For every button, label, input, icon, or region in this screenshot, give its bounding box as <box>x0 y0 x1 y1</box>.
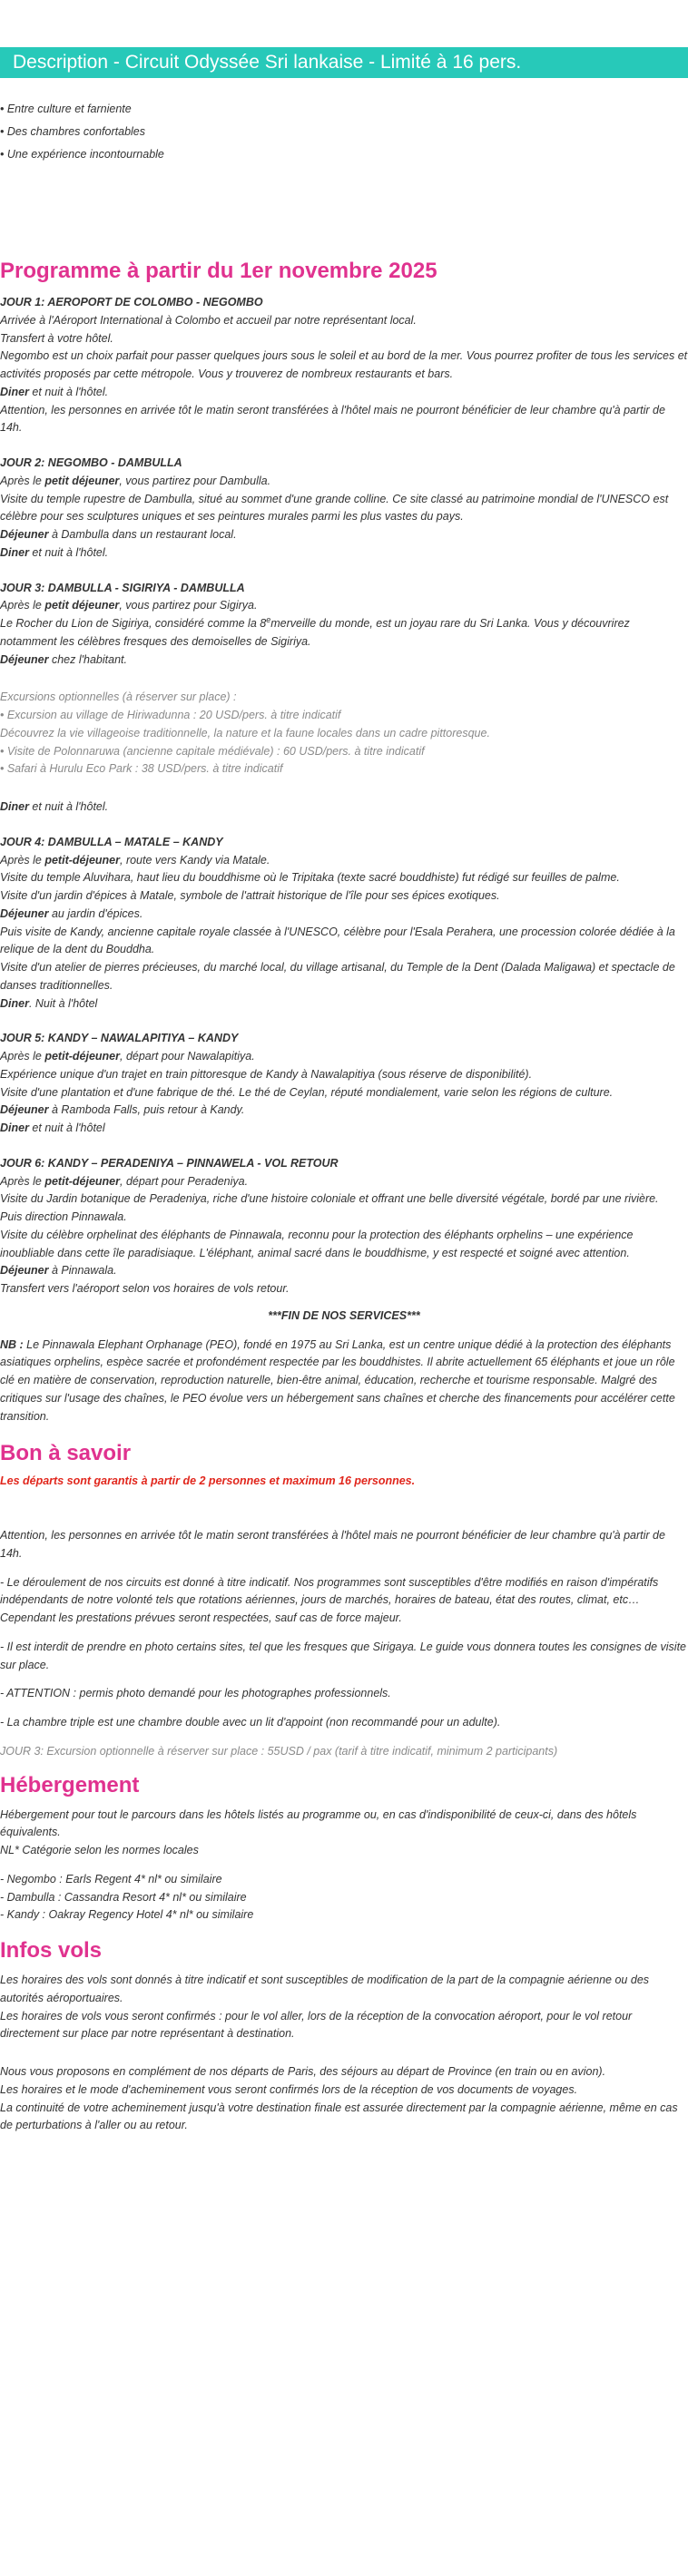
day-text <box>0 473 688 491</box>
meal-label: Diner <box>0 385 29 398</box>
meal-label: petit déjeuner <box>44 474 120 487</box>
bon-a-savoir-title: Bon à savoir <box>0 1441 132 1466</box>
spacer <box>0 2043 688 2063</box>
day-text <box>0 1120 688 1138</box>
day-text <box>0 1048 688 1066</box>
option-item: • Safari à Hurulu Eco Park : 38 USD/pers. à titre indicatif <box>0 762 283 776</box>
text-span: Après le <box>0 599 45 612</box>
info-text: Attention, les personnes en arrivée tôt le matin seront transférées à l'hôtel mais ne pourront bénéficier de leur chambre qu'à partir de 14h. <box>0 1529 665 1560</box>
day-text <box>0 526 688 544</box>
highlight-item: • Entre culture et farniente <box>0 103 132 115</box>
highlights-list <box>0 98 672 166</box>
day-3-section <box>0 580 688 817</box>
spacer <box>0 1491 688 1527</box>
info-text: JOUR 3: Excursion optionnelle à réserver sur place : 55USD / pax (tarif à titre indicatif, minimum 2 participants) <box>0 1744 558 1758</box>
day-text <box>0 852 688 870</box>
text-span: au jardin d'épices. <box>48 906 143 920</box>
text-span: chez l'habitant. <box>48 652 127 666</box>
spacer <box>0 779 688 798</box>
day-title: JOUR 1: AEROPORT DE COLOMBO - NEGOMBO <box>0 296 263 309</box>
info-text: Les horaires de vols vous seront confirmés : pour le vol aller, lors de la réception de la convocation aéroport, pour le vol retour directement sur place par notre représentant à destination. <box>0 2009 633 2041</box>
day-title: JOUR 4: DAMBULLA – MATALE – KANDY <box>0 835 223 848</box>
spacer <box>0 669 688 689</box>
day-text <box>0 651 688 670</box>
end-of-services: ***FIN DE NOS SERVICES*** <box>268 1308 420 1322</box>
meal-label: Diner <box>0 996 29 1010</box>
day-title: JOUR 3: DAMBULLA - SIGIRIYA - DAMBULLA <box>0 581 245 594</box>
day-text: Expérience unique d'un trajet en train pittoresque de Kandy à Nawalapitiya (sous réserve de disponibilité). <box>0 1067 533 1081</box>
hotel-item: - Kandy : Oakray Regency Hotel 4* nl* ou similaire <box>0 1908 254 1922</box>
day-text <box>0 1262 688 1280</box>
meal-label: Diner <box>0 1121 29 1134</box>
meal-label: Diner <box>0 545 29 559</box>
hebergement-title: Hébergement <box>0 1772 140 1797</box>
day-text: Negombo est un choix parfait pour passer quelques jours sous le soleil et au bord de la mer. Vous pourrez profiter de tous les services et activités proposés par cette métropole. Vous y trouverez de nombreux restaurants et bars. <box>0 349 688 380</box>
day-text: Visite d'une plantation et d'une fabrique de thé. Le thé de Ceylan, réputé mondialement, varie selon les régions de culture. <box>0 1085 614 1099</box>
text-span: Le Rocher du Lion de Sigiriya, considéré comme la 8 <box>0 617 267 630</box>
text-span: et nuit à l'hôtel. <box>28 800 109 813</box>
nb-label: NB : <box>0 1337 24 1351</box>
meal-label: petit déjeuner <box>44 599 120 612</box>
text-span: merveille du monde, est un joyau rare du Sri Lanka. Vous y découvrirez notamment les célèbres fresques des demoiselles de Sigiriya. <box>0 617 630 648</box>
info-text: Hébergement pour tout le parcours dans les hôtels listés au programme ou, en cas d'indisponibilité de ceux-ci, dans des hôtels équivalents. <box>0 1807 637 1839</box>
day-title: JOUR 6: KANDY – PERADENIYA – PINNAWELA - VOL RETOUR <box>0 1156 339 1170</box>
meal-label: petit-déjeuner <box>44 1050 120 1063</box>
meal-label: petit-déjeuner <box>44 853 120 867</box>
meal-label: Déjeuner <box>0 528 49 541</box>
info-text: - ATTENTION : permis photo demandé pour les photographes professionnels. <box>0 1687 391 1700</box>
spacer <box>0 1732 688 1743</box>
meal-label: petit-déjeuner <box>44 1174 120 1188</box>
day-text <box>0 615 688 651</box>
text-span: , vous partirez pour Dambulla. <box>119 474 271 487</box>
day-text: Visite du temple Aluvihara, haut lieu du bouddhisme où le Tripitaka (texte sacré bouddhiste) fut rédigé sur feuilles de palme. <box>0 871 620 885</box>
day-text <box>0 995 688 1014</box>
nb-text: Le Pinnawala Elephant Orphanage (PEO), fondé en 1975 au Sri Lanka, est un centre unique dédié à la protection des éléphants asiatiques orphelins, espèce sacrée et profondément respectée par les bouddhistes. Il abrite actuellement 65 éléphants et joue un rôle clé en matière de conservation, reproduction naturelle, bien-être animal, éducation, recherche et tourisme responsable. Malgré des critiques sur l'usage des chaînes, le PEO évolue vers un hébergement sans chaînes et cherche des financements pour accélérer cette transition. <box>0 1337 675 1423</box>
day-text: Attention, les personnes en arrivée tôt le matin seront transférées à l'hôtel mais ne pourront bénéficier de leur chambre qu'à partir de 14h. <box>0 403 665 435</box>
text-span: à Pinnawala. <box>48 1264 117 1278</box>
day-text: Arrivée à l'Aéroport International à Colombo et accueil par notre représentant local. <box>0 313 417 327</box>
infos-vols-title: Infos vols <box>0 1938 103 1963</box>
day-text <box>0 1102 688 1120</box>
meal-label: Déjeuner <box>0 1103 49 1117</box>
day-6-section <box>0 1155 688 1298</box>
info-text: Les horaires et le mode d'acheminement vous seront confirmés lors de la réception de vos documents de voyages. <box>0 2082 578 2096</box>
option-item: • Excursion au village de Hiriwadunna : 20 USD/pers. à titre indicatif <box>0 709 341 721</box>
guarantee-text: Les départs sont garantis à partir de 2 personnes et maximum 16 personnes. <box>0 1474 416 1488</box>
day-text <box>0 544 688 563</box>
hotel-item: - Negombo : Earls Regent 4* nl* ou similaire <box>0 1872 222 1885</box>
meal-text: et nuit à l'hôtel. <box>28 385 109 398</box>
day-text: Puis direction Pinnawala. <box>0 1210 127 1223</box>
day-text <box>0 798 688 817</box>
day-text <box>0 597 688 615</box>
spacer <box>0 1703 688 1714</box>
day-text <box>0 1173 688 1191</box>
text-span: , vous partirez pour Sigirya. <box>119 599 258 612</box>
day-title: JOUR 2: NEGOMBO - DAMBULLA <box>0 456 182 469</box>
day-text: Puis visite de Kandy, ancienne capitale royale classée à l'UNESCO, célèbre pour l'Esala Perahera, une procession colorée dédiée à la relique de la dent du Bouddha. <box>0 925 675 956</box>
text-span: et nuit à l'hôtel <box>28 1121 105 1134</box>
highlight-item: • Des chambres confortables <box>0 125 146 138</box>
day-title: JOUR 5: KANDY – NAWALAPITIYA – KANDY <box>0 1032 239 1045</box>
spacer <box>0 1563 688 1574</box>
meal-label: Diner <box>0 800 29 813</box>
day-1-section <box>0 294 688 437</box>
main-content <box>0 258 688 2135</box>
day-text: Visite d'un atelier de pierres précieuses, du marché local, du village artisanal, du Temple de la Dent (Dalada Maligawa) et spectacle de danses traditionnelles. <box>0 961 675 992</box>
nb-note <box>0 1337 688 1426</box>
spacer <box>0 1860 688 1871</box>
info-text: - Le déroulement de nos circuits est donné à titre indicatif. Nos programmes sont susceptibles d'être modifiés en raison d'impératifs indépendants de notre volonté tels que rotations aériennes, jours de marchés, horaires de bateau, état des routes, climat, etc… Cependant les prestations prévues seront respectées, sauf cas de force majeur. <box>0 1575 659 1624</box>
option-item: • Visite de Polonnaruwa (ancienne capitale médiévale) : 60 USD/pers. à titre indicatif <box>0 744 425 758</box>
day-text <box>0 906 688 924</box>
day-text <box>0 384 688 402</box>
info-text: NL* Catégorie selon les normes locales <box>0 1844 199 1856</box>
option-description: Découvrez la vie villageoise traditionnelle, la nature et la faune locales dans un cadre pittoresque. <box>0 726 490 739</box>
text-span: et nuit à l'hôtel. <box>28 545 109 559</box>
info-text: - La chambre triple est une chambre double avec un lit d'appoint (non recommandé pour un adulte). <box>0 1716 501 1729</box>
superscript: e <box>266 614 271 624</box>
text-span: Après le <box>0 474 45 487</box>
options-title: Excursions optionnelles (à réserver sur place) : <box>0 691 237 704</box>
text-span: , départ pour Nawalapitiya. <box>120 1050 255 1063</box>
day-4-section <box>0 834 688 1014</box>
text-span: , route vers Kandy via Matale. <box>120 853 270 867</box>
spacer <box>0 1628 688 1639</box>
text-span: Après le <box>0 1174 45 1188</box>
text-span: à Ramboda Falls, puis retour à Kandy. <box>48 1103 245 1117</box>
day-5-section <box>0 1030 688 1138</box>
info-text: La continuité de votre acheminement jusqu'à votre destination finale est assurée directement par la compagnie aérienne, même en cas de perturbations à l'aller ou au retour. <box>0 2101 678 2132</box>
day-2-section <box>0 455 688 563</box>
day-text: Visite du célèbre orphelinat des éléphants de Pinnawala, reconnu pour la protection des éléphants orphelins – une expérience inoubliable dans cette île paradisiaque. L'éléphant, animal sacré dans le bouddhisme, y est respecté et soigné avec attention. <box>0 1228 634 1259</box>
hotel-item: - Dambulla : Cassandra Resort 4* nl* ou similaire <box>0 1890 247 1904</box>
day-text: Visite du Jardin botanique de Peradeniya, riche d'une histoire coloniale et offrant une belle diversité végétale, bordé par une rivière. <box>0 1192 659 1206</box>
meal-label: Déjeuner <box>0 652 49 666</box>
day-text: Transfert vers l'aéroport selon vos horaires de vols retour. <box>0 1282 290 1295</box>
text-span: Après le <box>0 1050 45 1063</box>
highlight-item: • Une expérience incontournable <box>0 148 164 161</box>
description-banner: Description - Circuit Odyssée Sri lankaise - Limité à 16 pers. <box>0 47 688 78</box>
day-text: Visite du temple rupestre de Dambulla, situé au sommet d'une grande colline. Ce site classé au patrimoine mondial de l'UNESCO est célèbre pour ses sculptures uniques et ses peintures murales parmi les plus vastes du pays. <box>0 492 669 524</box>
info-text: Les horaires des vols sont donnés à titre indicatif et sont susceptibles de modification de la part de la compagnie aérienne ou des autorités aéroportuaires. <box>0 1974 650 2004</box>
text-span: . Nuit à l'hôtel <box>28 996 98 1010</box>
meal-label: Déjeuner <box>0 1264 49 1278</box>
programme-title: Programme à partir du 1er novembre 2025 <box>0 259 437 283</box>
info-text: - Il est interdit de prendre en photo certains sites, tel que les fresques que Sirigaya. Le guide vous donnera toutes les consignes de visite sur place. <box>0 1640 687 1671</box>
text-span: , départ pour Peradeniya. <box>120 1174 249 1188</box>
meal-label: Déjeuner <box>0 906 49 920</box>
text-span: à Dambulla dans un restaurant local. <box>48 528 237 541</box>
text-span: Après le <box>0 853 45 867</box>
spacer <box>0 1674 688 1685</box>
day-text: Transfert à votre hôtel. <box>0 331 113 345</box>
day-text: Visite d'un jardin d'épices à Matale, symbole de l'attrait historique de l'île pour ses épices exotiques. <box>0 889 500 902</box>
info-text: Nous vous proposons en complément de nos départs de Paris, des séjours au départ de Province (en train ou en avion). <box>0 2065 606 2078</box>
